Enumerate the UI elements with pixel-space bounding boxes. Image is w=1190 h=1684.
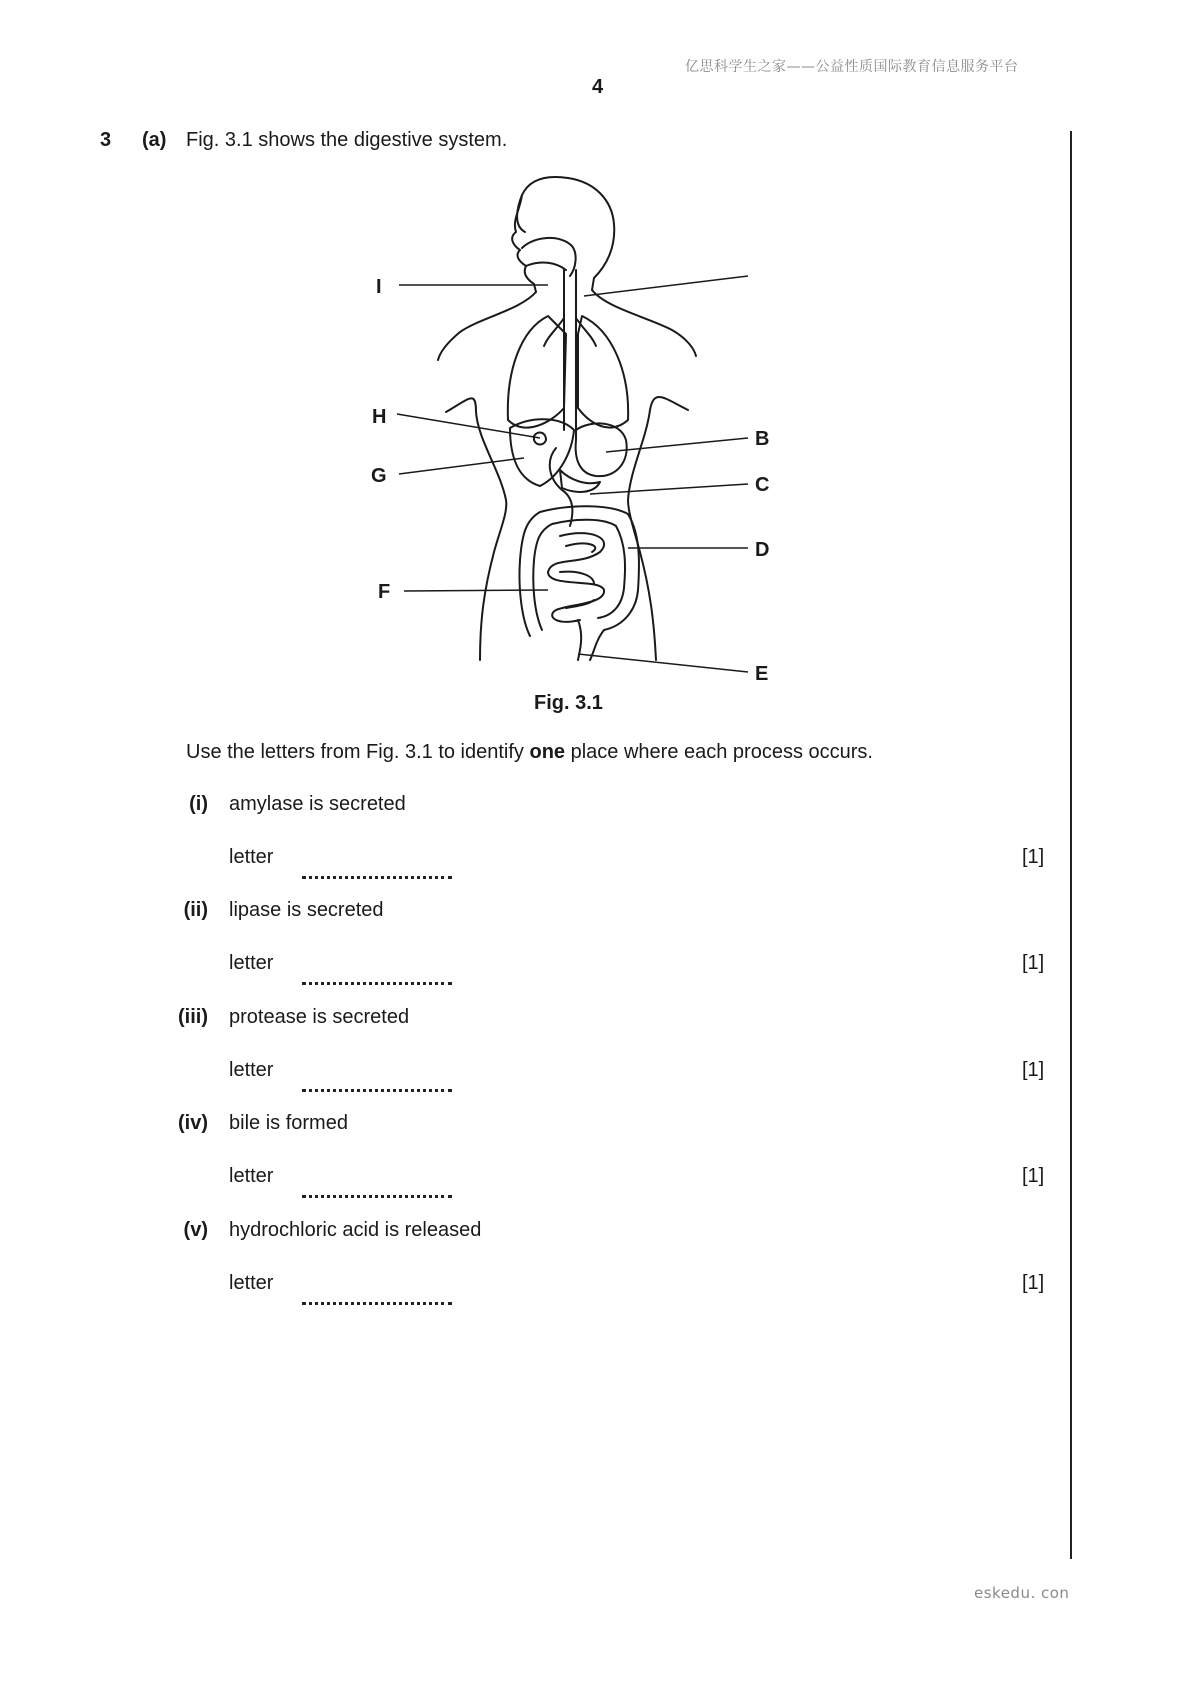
bronchi — [544, 318, 596, 346]
mark-allocation: [1] — [1022, 952, 1045, 974]
figure-caption: Fig. 3.1 — [534, 692, 603, 714]
instruction-emphasis: one — [529, 741, 566, 763]
instruction-after: place where each process occurs. — [565, 741, 873, 763]
nasal-cavity — [522, 238, 576, 276]
answer-label: letter — [229, 1165, 274, 1187]
mark-allocation: [1] — [1022, 846, 1045, 868]
label-I: I — [376, 276, 382, 298]
item-number: (i) — [189, 793, 208, 815]
answer-line[interactable] — [302, 1185, 452, 1203]
digestive-system-figure — [0, 0, 1190, 720]
left-torso — [446, 398, 506, 660]
face-profile — [512, 195, 536, 292]
item-number: (iv) — [178, 1112, 208, 1134]
item-text: bile is formed — [229, 1112, 348, 1134]
item-text: lipase is secreted — [229, 899, 384, 921]
item-text: hydrochloric acid is released — [229, 1219, 482, 1241]
right-torso — [628, 397, 688, 660]
leader-unlabelled — [584, 276, 748, 296]
right-shoulder — [592, 290, 696, 356]
pancreas — [560, 470, 600, 492]
label-H: H — [372, 406, 387, 428]
label-E: E — [755, 663, 769, 685]
left-lung — [508, 316, 566, 428]
mark-allocation: [1] — [1022, 1272, 1045, 1294]
left-shoulder — [438, 292, 536, 360]
stomach — [576, 423, 627, 476]
question-part: (a) — [142, 129, 167, 151]
answer-label: letter — [229, 846, 274, 868]
header-watermark: 亿思科学生之家——公益性质国际教育信息服务平台 — [685, 59, 1019, 75]
answer-line[interactable] — [302, 1292, 452, 1310]
label-G: G — [371, 465, 387, 487]
item-number: (iii) — [178, 1006, 208, 1028]
label-B: B — [755, 428, 770, 450]
page-number: 4 — [592, 76, 604, 98]
label-D: D — [755, 539, 770, 561]
item-number: (v) — [183, 1219, 208, 1241]
mouth-cavity — [526, 263, 566, 270]
head-outline — [517, 177, 614, 290]
answer-label: letter — [229, 952, 274, 974]
instruction-before: Use the letters from Fig. 3.1 to identify — [186, 741, 530, 763]
question-number: 3 — [100, 129, 112, 151]
large-intestine-inner — [533, 520, 625, 630]
item-text: protease is secreted — [229, 1006, 410, 1028]
answer-label: letter — [229, 1059, 274, 1081]
leader-G — [399, 458, 524, 474]
small-intestine-inner — [560, 544, 595, 608]
item-number: (ii) — [183, 899, 208, 921]
label-C: C — [755, 474, 770, 496]
footer-watermark: eskedu. con — [974, 1584, 1070, 1602]
item-text: amylase is secreted — [229, 793, 406, 815]
question-intro: Fig. 3.1 shows the digestive system. — [186, 129, 508, 151]
leader-C — [590, 484, 748, 494]
right-lung — [578, 316, 628, 428]
answer-label: letter — [229, 1272, 274, 1294]
mark-allocation: [1] — [1022, 1165, 1045, 1187]
mark-allocation: [1] — [1022, 1059, 1045, 1081]
answer-line[interactable] — [302, 1079, 452, 1097]
answer-line[interactable] — [302, 866, 452, 884]
leader-E — [578, 654, 748, 672]
answer-line[interactable] — [302, 972, 452, 990]
leader-F — [404, 590, 548, 591]
label-F: F — [378, 581, 391, 603]
instruction — [186, 741, 873, 764]
gall-bladder — [534, 433, 546, 445]
